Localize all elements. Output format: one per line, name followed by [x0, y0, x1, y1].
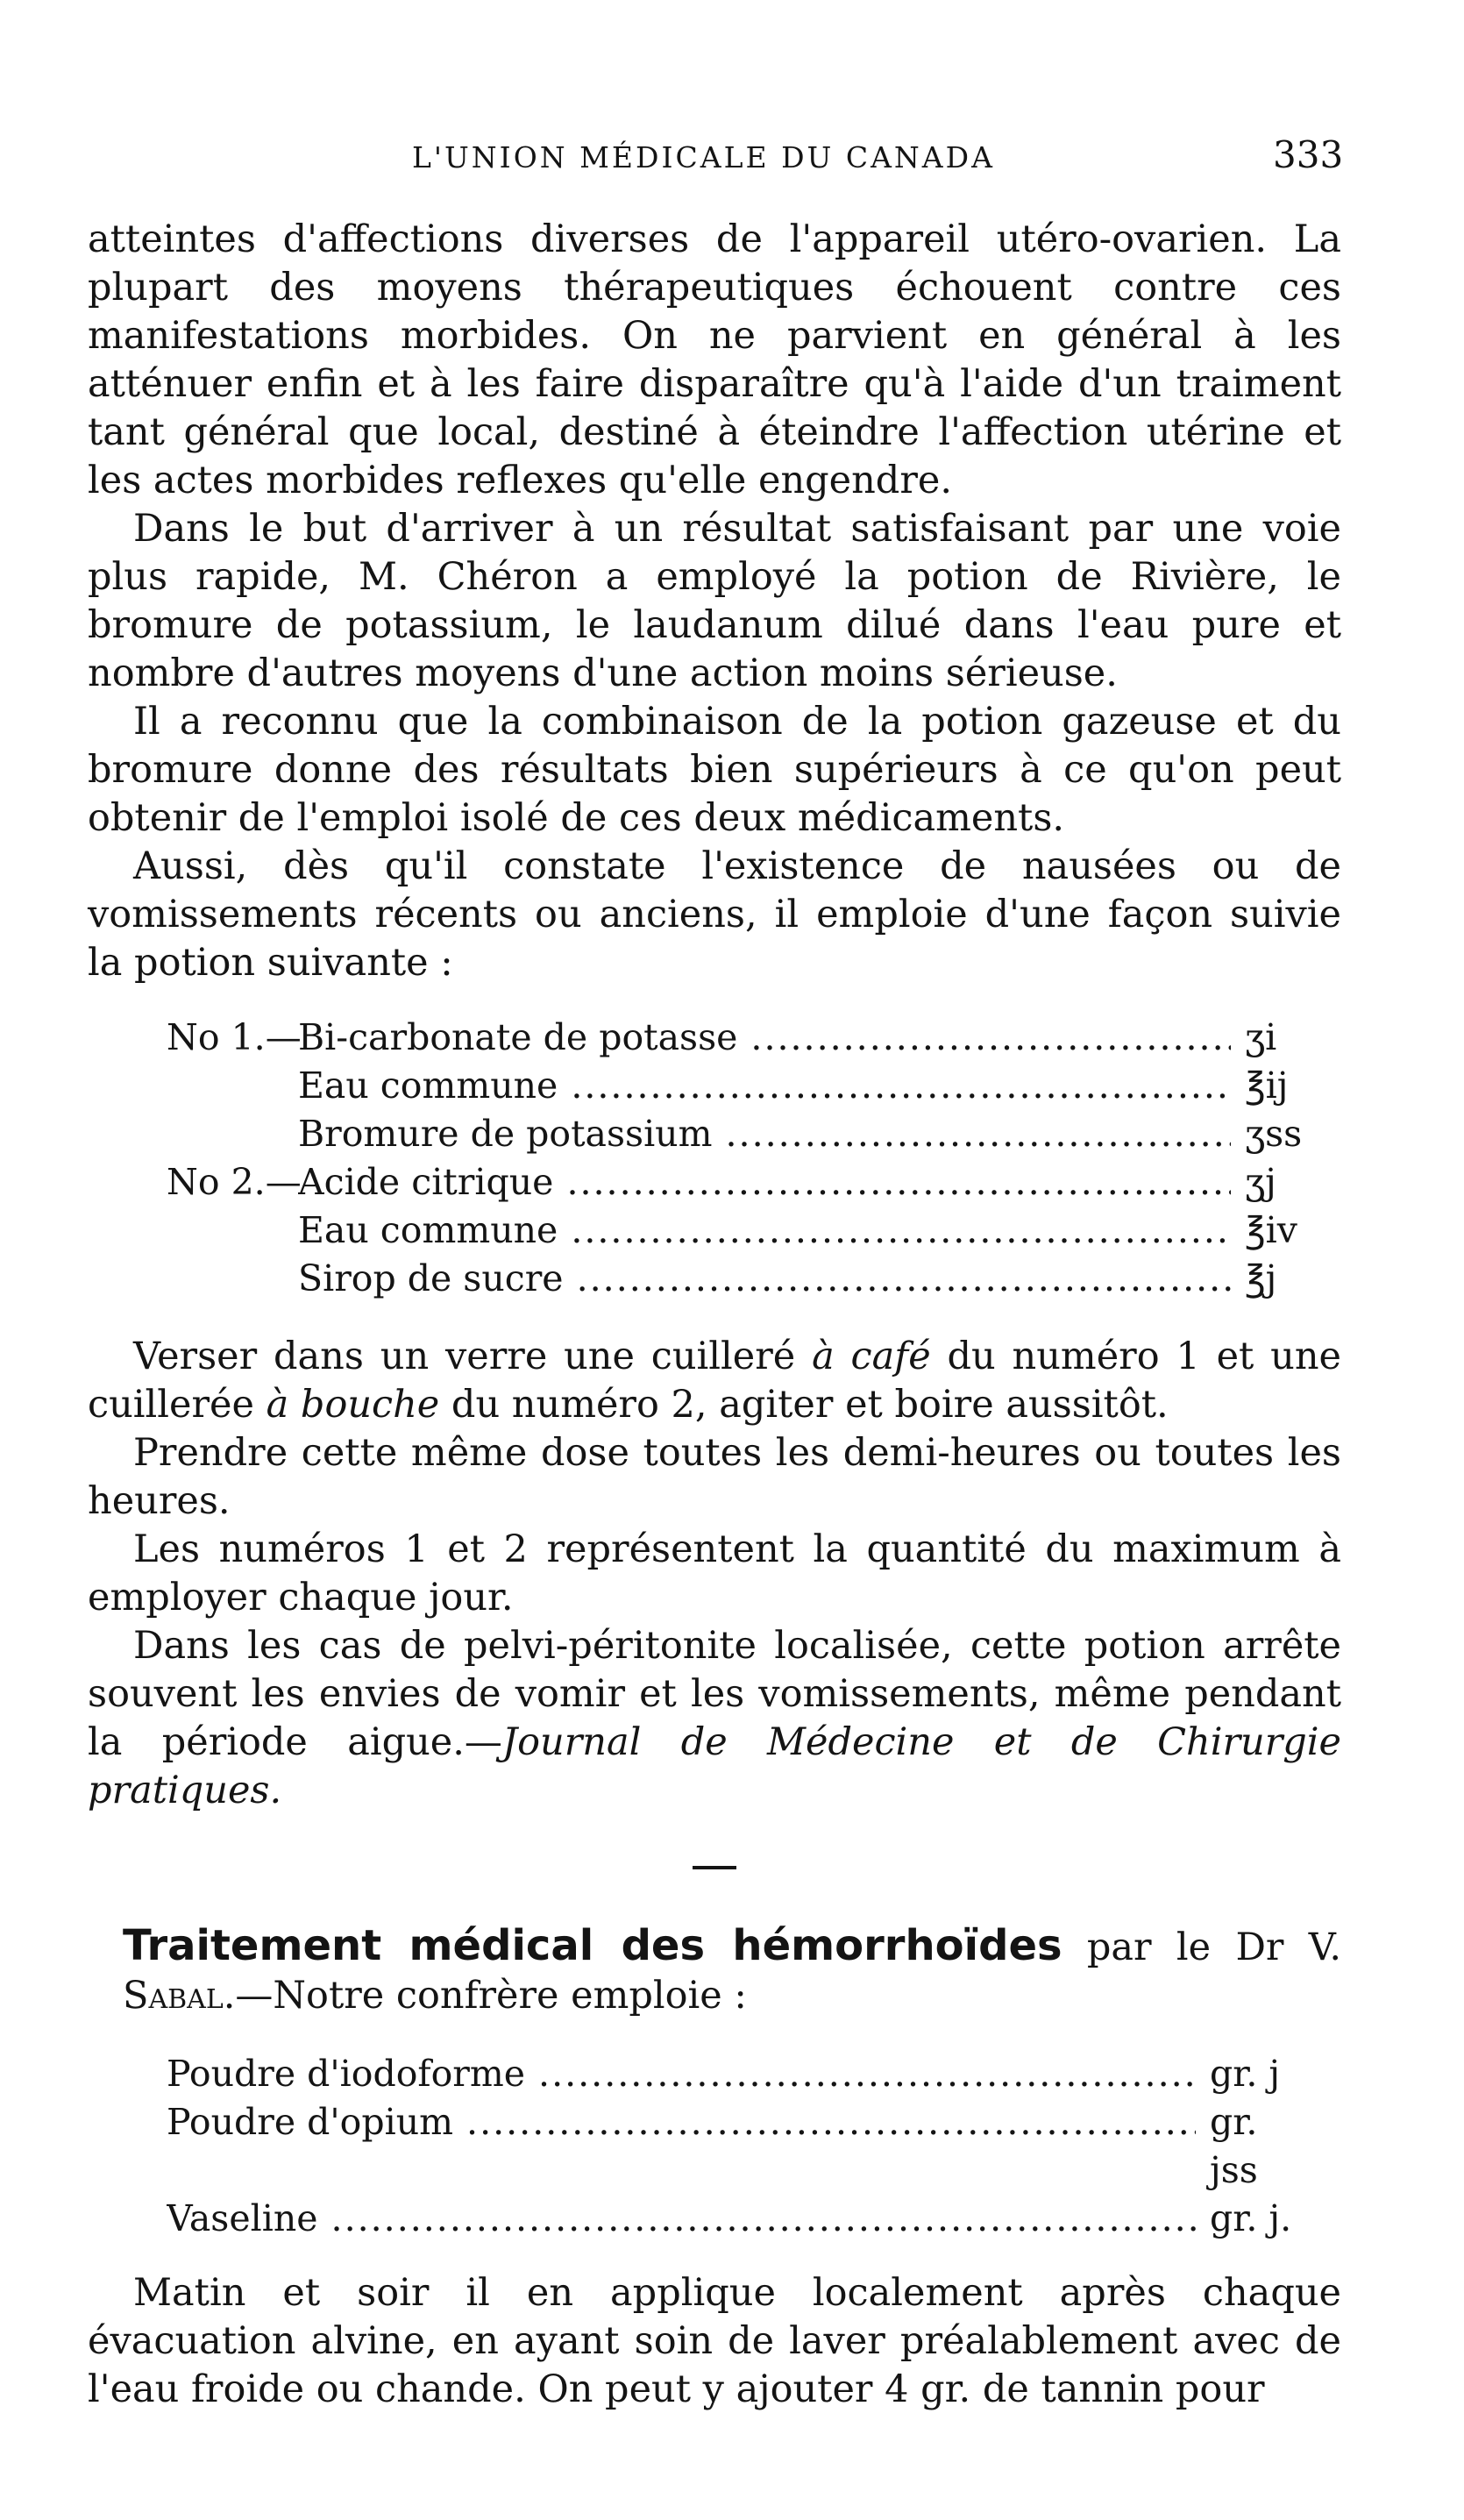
- recipe-row: [167, 1255, 1341, 1303]
- page-header: [0, 133, 1464, 193]
- paragraph-combination: Il a reconnu que la combinaison de la potion gazeuse et du bromure donne des résultats bien supérieurs à ce qu'on peut obtenir de l'emploi isolé de ces deux médicaments.: [88, 700, 1341, 840]
- paragraph-continuation: atteintes d'affections diverses de l'appareil utéro-ovarien. La plupart des moyens thérapeutiques échouent contre ces manifestations morbides. On ne parvient en général à les atténuer enfin et à les faire disparaître qu'à l'aide d'un traiment tant général que local, destiné à éteindre l'affection utérine et les actes morbides reflexes qu'elle engendre.: [88, 217, 1341, 502]
- ingredient-name: Acide citrique .....: [298, 1158, 1231, 1207]
- paragraph-potion-intro: Aussi, dès qu'il constate l'existence de nausées ou de vomissements récents ou anciens, il emploie d'une façon suivie la potion suivante :: [88, 844, 1341, 985]
- recipe-row: [167, 1207, 1341, 1255]
- recipe-row: [167, 2050, 1306, 2098]
- ingredient-name: Poudre d'opium .....: [167, 2098, 1196, 2146]
- page-number: 333: [1273, 133, 1344, 176]
- paragraph-text: Dans les cas de pelvi-péritonite localisée, cette potion arrête souvent les envies de vomir et les vomissements, même pendant la période aigue.—: [88, 1624, 1341, 1764]
- ingredient-quantity: ʒi: [1245, 1016, 1277, 1058]
- ingredient-name: Eau commune .....: [298, 1207, 1231, 1255]
- ingredient-name: Bi-carbonate de potasse .....: [298, 1014, 1231, 1062]
- paragraph-application: Matin et soir il en applique localement après chaque évacuation alvine, en ayant soin de laver préalablement avec de l'eau froide ou chande. On peut y ajouter 4 gr. de tannin pour: [88, 2271, 1341, 2411]
- prescription-potion: [167, 1014, 1341, 1303]
- ingredient-name: Sirop de sucre .....: [298, 1255, 1231, 1303]
- recipe-row: [167, 2098, 1306, 2195]
- recipe-row: [167, 1110, 1341, 1158]
- ingredient-quantity: gr. j.: [1210, 2197, 1292, 2239]
- section-heading-hemorrhoides: [123, 1922, 1341, 2020]
- section-separator: [693, 1866, 736, 1869]
- section-intro: .—Notre confrère emploie :: [223, 1974, 747, 2018]
- recipe-row: [167, 2195, 1306, 2243]
- ingredient-name: Eau commune .....: [298, 1062, 1231, 1110]
- ingredient-quantity: ʒss: [1245, 1113, 1303, 1155]
- ingredient-quantity: gr. j: [1210, 2053, 1281, 2095]
- recipe-row: [167, 1158, 1341, 1207]
- ingredient-quantity: gr. jss: [1210, 2101, 1258, 2191]
- ingredient-name: Bromure de potassium .....: [298, 1110, 1231, 1158]
- recipe-number: No 1.—: [167, 1016, 302, 1058]
- section-title-suffix: par le Dr V.: [1062, 1926, 1342, 1969]
- dosage-text: du numéro 1 et une cuillerée: [88, 1335, 1341, 1427]
- paragraph-dosage: [88, 1333, 1341, 1429]
- prescription-hemorrhoides: [167, 2050, 1306, 2243]
- recipe-row: [167, 1062, 1341, 1110]
- paragraph-pelvi-peritonite: [88, 1622, 1341, 1815]
- ingredient-name: Vaseline .....: [167, 2195, 1196, 2243]
- journal-citation: Journal de Médecine et de Chirurgie pratiques.: [88, 1720, 1342, 1812]
- ingredient-quantity: ʒj: [1245, 1161, 1276, 1203]
- dosage-text: Verser dans un verre une cuilleré: [133, 1335, 813, 1378]
- dosage-emphasis-cafe: à café: [812, 1335, 931, 1378]
- author-name: Sabal: [123, 1974, 224, 2018]
- paragraph-cheron: Dans le but d'arriver à un résultat satisfaisant par une voie plus rapide, M. Chéron a employé la potion de Rivière, le bromure de potassium, le laudanum dilué dans l'eau pure et nombre d'autres moyens d'une action moins sérieuse.: [88, 507, 1341, 695]
- ingredient-quantity: ℥j: [1245, 1257, 1277, 1299]
- dosage-text: du numéro 2, agiter et boire aussitôt.: [439, 1383, 1169, 1427]
- paragraph-maximum: Les numéros 1 et 2 représentent la quantité du maximum à employer chaque jour.: [88, 1527, 1341, 1619]
- article-body: [88, 216, 1341, 2414]
- paragraph-frequency: Prendre cette même dose toutes les demi-heures ou toutes les heures.: [88, 1431, 1341, 1523]
- running-title: L'UNION MÉDICALE DU CANADA: [412, 140, 995, 174]
- section-title: Traitement médical des hémorrhoïdes: [123, 1921, 1062, 1970]
- dosage-emphasis-bouche: à bouche: [266, 1383, 440, 1427]
- recipe-number: No 2.—: [167, 1161, 302, 1203]
- ingredient-name: Poudre d'iodoforme .....: [167, 2050, 1196, 2098]
- recipe-row: [167, 1014, 1341, 1062]
- ingredient-quantity: ℥iv: [1245, 1209, 1297, 1251]
- ingredient-quantity: ℥ij: [1245, 1064, 1289, 1107]
